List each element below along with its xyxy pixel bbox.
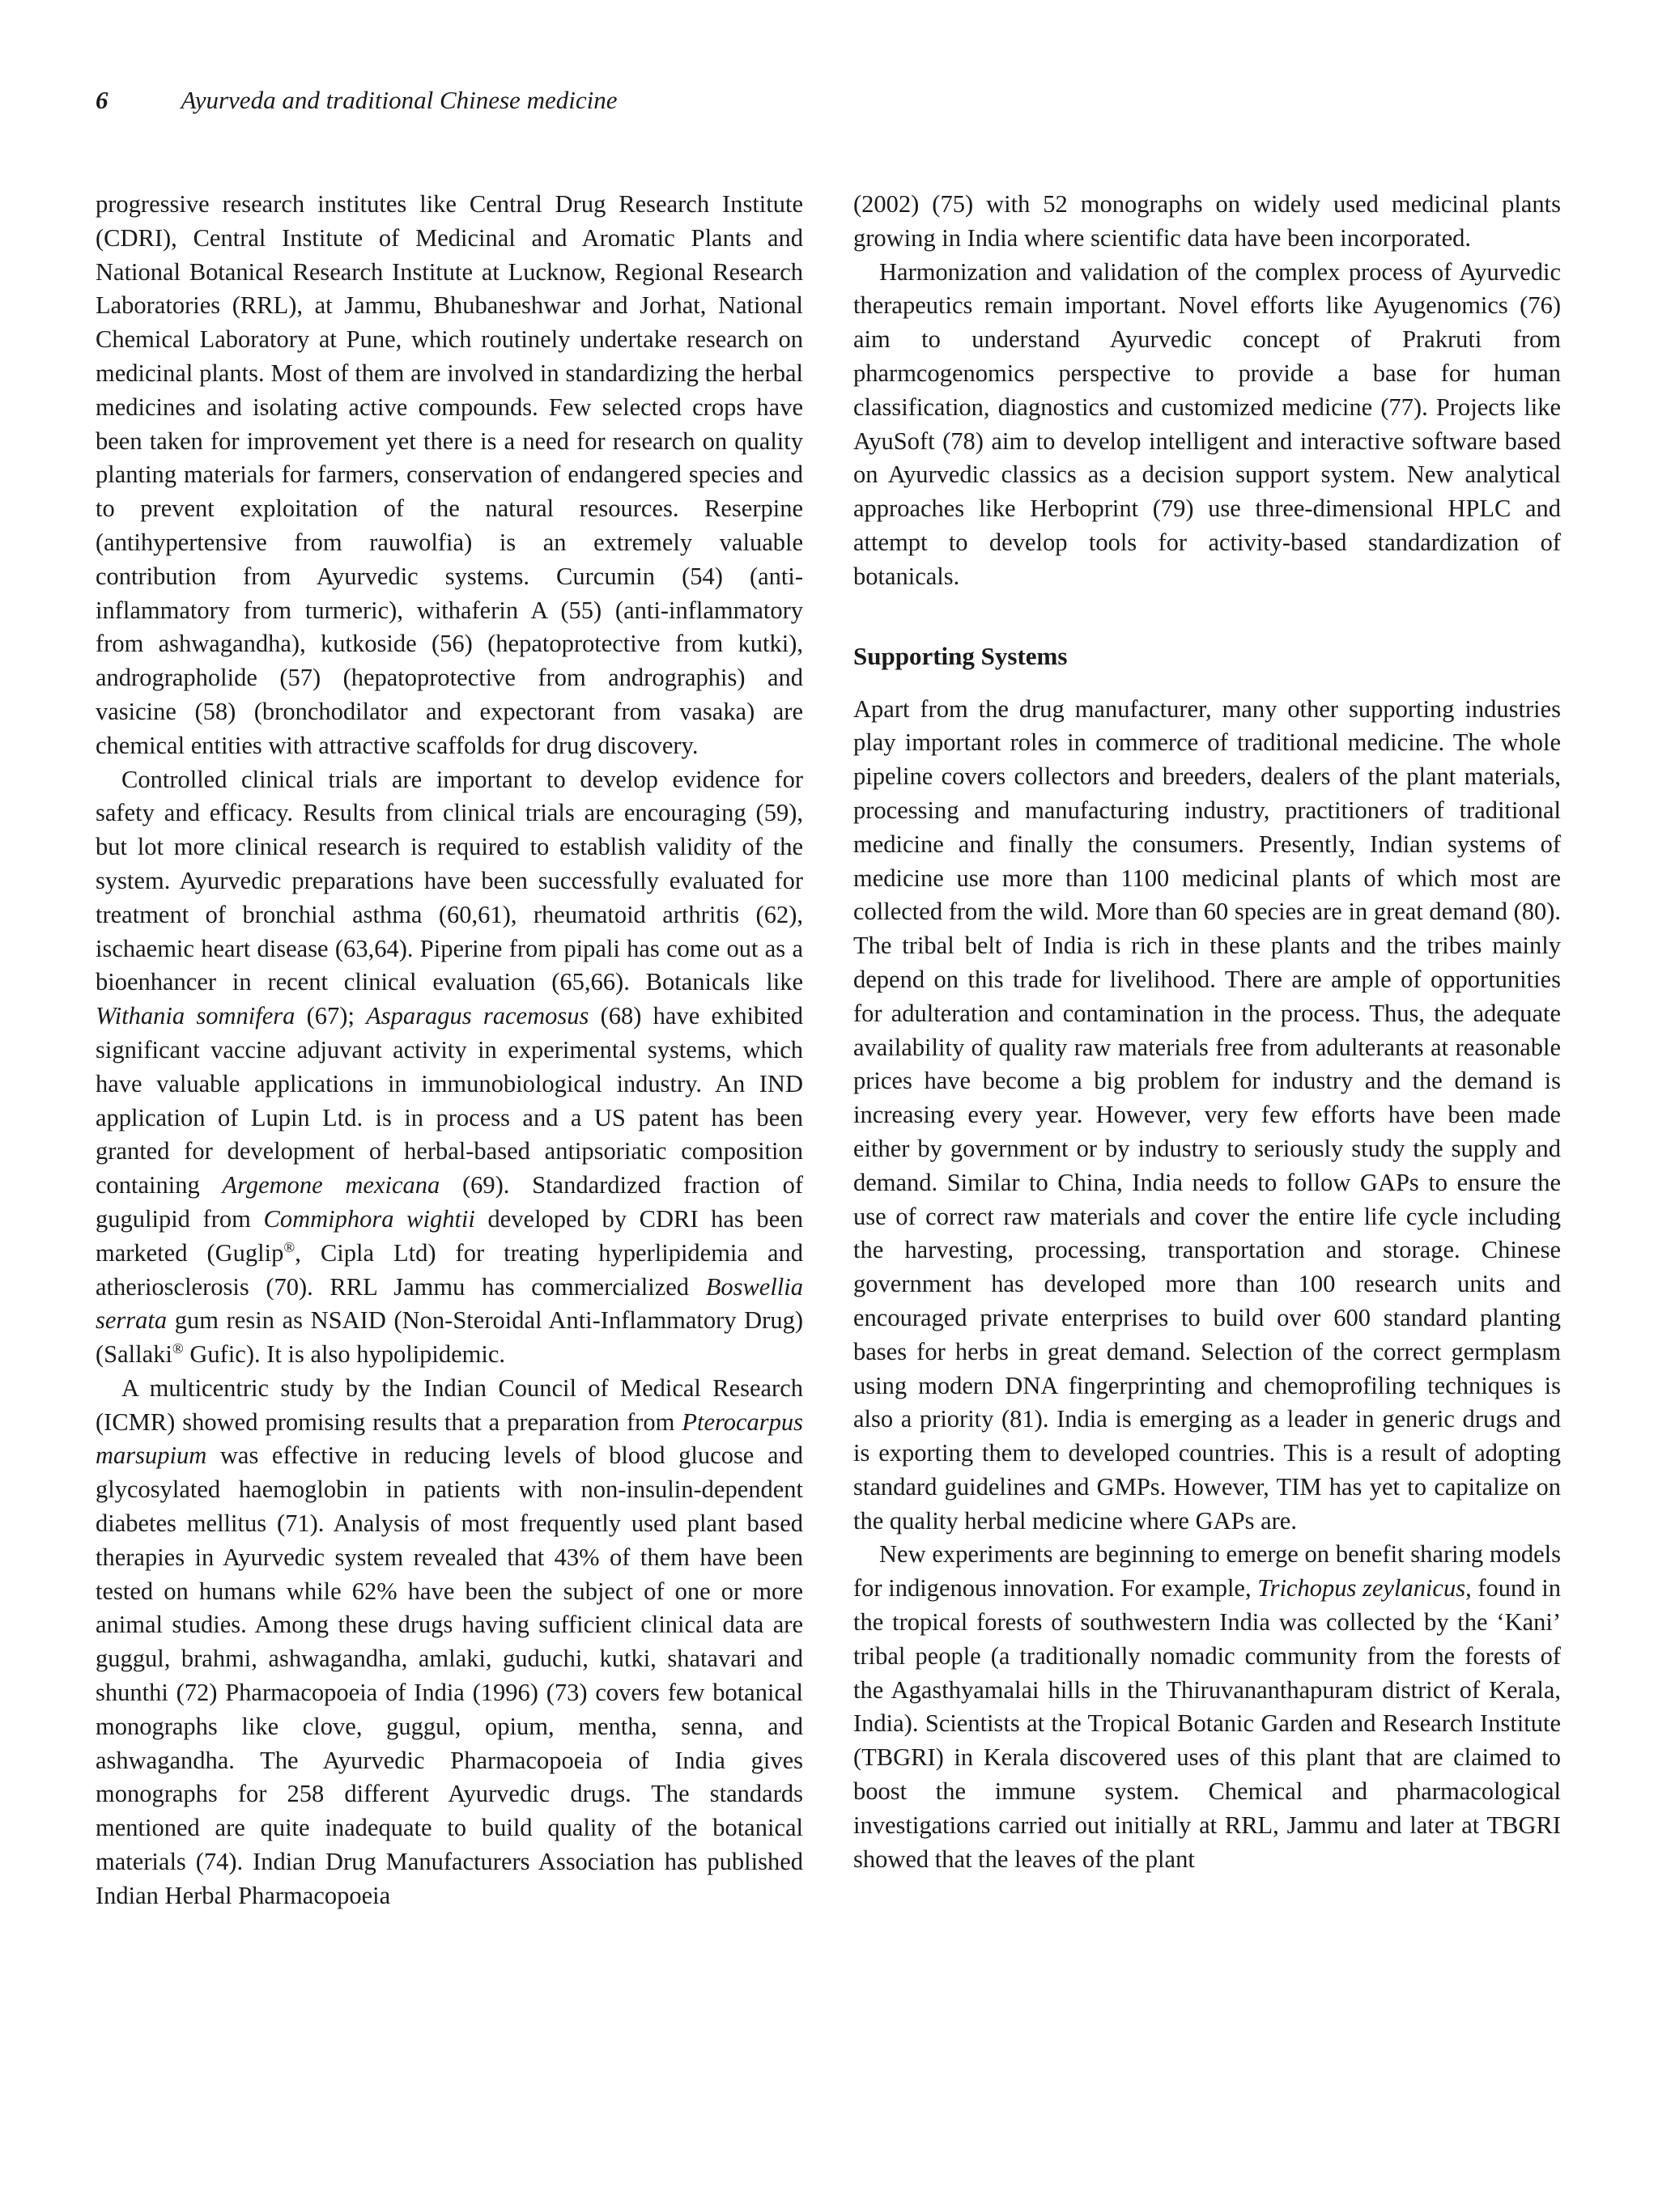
text-run: gum resin as NSAID (Non-Steroidal Anti-Inflammatory Drug) (Sallaki — [96, 1306, 803, 1369]
species-name: Trichopus zeylanicus — [1257, 1574, 1466, 1603]
text-run: developed by CDRI has been marketed (Guglip — [96, 1204, 804, 1267]
running-head — [96, 87, 617, 113]
species-name: Boswellia serrata — [96, 1272, 803, 1335]
page-number: 6 — [96, 86, 108, 114]
registered-mark: ® — [172, 1340, 184, 1356]
text-run: , found in the tropical forests of southwestern India was collected by the ‘Kani’ tribal people (a traditionally nomadic community from the forests of the Agasthyamalai hills in the Thiruvananthapuram district of Kerala, India). Scientists at the Tropical Botanic Garden and Research Institute (TBGRI) in Kerala discovered uses of this plant that are claimed to boost the immune system. Chemical and pharmacological investigations carried out initially at RRL, Jammu and later at TBGRI showed that the leaves of the plant — [853, 1574, 1561, 1873]
right-column — [853, 188, 1561, 1876]
text-run: , Cipla Ltd) for treating hyperlipidemia and atheriosclerosis (70). RRL Jammu has commercialized — [96, 1238, 803, 1301]
left-paragraph-2 — [96, 763, 803, 1372]
species-name: Argemone mexicana — [222, 1171, 440, 1199]
text-run: (67); — [295, 1002, 367, 1030]
running-head-title: Ayurveda and traditional Chinese medicine — [181, 86, 618, 114]
species-name: Withania somnifera — [96, 1002, 295, 1030]
text-run: A multicentric study by the Indian Council of Medical Research (ICMR) showed promising results that a preparation from — [96, 1373, 803, 1436]
species-name: Asparagus racemosus — [366, 1002, 589, 1030]
text-run: New experiments are beginning to emerge on benefit sharing models for indigenous innovation. For example, — [853, 1540, 1561, 1603]
registered-mark: ® — [283, 1238, 295, 1255]
text-run: (68) have exhibited significant vaccine adjuvant activity in experimental systems, which have valuable applications in immunobiological industry. An IND application of Lupin Ltd. is in process and a US patent has been granted for development of herbal-based antipsoriatic composition containing — [96, 1002, 803, 1199]
left-paragraph-3 — [96, 1372, 803, 1913]
right-paragraph-2: Harmonization and validation of the complex process of Ayurvedic therapeutics remain important. Novel efforts like Ayugenomics (76) aim to understand Ayurvedic concept of Prakruti from pharmcogenomics perspective to provide a base for human classification, diagnostics and customized medicine (77). Projects like AyuSoft (78) aim to develop intelligent and interactive software based on Ayurvedic classics as a decision support system. New analytical approaches like Herboprint (79) use three-dimensional HPLC and attempt to develop tools for activity-based standardization of botanicals. — [853, 257, 1561, 590]
text-run: Controlled clinical trials are important to develop evidence for safety and efficacy. Results from clinical trials are encouraging (59), but lot more clinical research is required to establish validity of the system. Ayurvedic preparations have been successfully evaluated for treatment of bronchial asthma (60,61), rheumatoid arthritis (62), ischaemic heart disease (63,64). Piperine from pipali has come out as a bioenhancer in recent clinical evaluation (65,66). Botanicals like — [96, 765, 803, 996]
text-run: Gufic). It is also hypolipidemic. — [183, 1340, 506, 1369]
right-paragraph-4 — [853, 1538, 1561, 1876]
species-name: Commiphora wightii — [263, 1204, 475, 1233]
left-paragraph-1: progressive research institutes like Central Drug Research Institute (CDRI), Central Institute of Medicinal and Aromatic Plants and National Botanical Research Institute at Lucknow, Regional Research Laboratories (RRL), at Jammu, Bhubaneshwar and Jorhat, National Chemical Laboratory at Pune, which routinely undertake research on medicinal plants. Most of them are involved in standardizing the herbal medicines and isolating active compounds. Few selected crops have been taken for improvement yet there is a need for research on quality planting materials for farmers, conservation of endangered species and to prevent exploitation of the natural resources. Reserpine (antihypertensive from rauwolfia) is an extremely valuable contribution from Ayurvedic systems. Curcumin (54) (anti-inflammatory from turmeric), withaferin A (55) (anti-inflammatory from ashwagandha), kutkoside (56) (hepatoprotective from kutki), andrographolide (57) (hepatoprotective from andrographis) and vasicine (58) (bronchodilator and expectorant from vasaka) are chemical entities with attractive scaffolds for drug discovery. — [96, 190, 803, 759]
section-heading: Supporting Systems — [853, 641, 1068, 670]
species-name: Pterocarpus marsupium — [96, 1407, 803, 1470]
right-paragraph-1: (2002) (75) with 52 monographs on widely used medicinal plants growing in India where scientific data have been incorporated. — [853, 190, 1561, 252]
right-paragraph-3: Apart from the drug manufacturer, many other supporting industries play important roles in commerce of traditional medicine. The whole pipeline covers collectors and breeders, dealers of the plant materials, processing and manufacturing industry, practitioners of traditional medicine and finally the consumers. Presently, Indian systems of medicine use more than 1100 medicinal plants of which most are collected from the wild. More than 60 species are in great demand (80). The tribal belt of India is rich in these plants and the tribes mainly depend on this trade for livelihood. There are ample of opportunities for adulteration and contamination in the process. Thus, the adequate availability of quality raw materials free from adulterants at reasonable prices have become a big problem for industry and the demand is increasing every year. However, very few efforts have been made either by government or by industry to seriously study the supply and demand. Similar to China, India needs to follow GAPs to ensure the use of correct raw materials and cover the entire life cycle including the harvesting, processing, transportation and storage. Chinese government has developed more than 100 research units and encouraged private enterprises to build over 600 standard planting bases for herbs in great demand. Selection of the correct germplasm using modern DNA fingerprinting and chemoprofiling techniques is also a priority (81). India is emerging as a leader in generic drugs and is exporting them to developed countries. This is a result of adopting standard guidelines and GMPs. However, TIM has yet to capitalize on the quality herbal medicine where GAPs are. — [853, 694, 1562, 1535]
left-column — [96, 188, 803, 1913]
text-run: (69). Standardized fraction of gugulipid from — [96, 1171, 803, 1233]
text-run: was effective in reducing levels of blood glucose and glycosylated haemoglobin in patients with non-insulin-dependent diabetes mellitus (71). Analysis of most frequently used plant based therapies in Ayurvedic system revealed that 43% of them have been tested on humans while 62% have been the subject of one or more animal studies. Among these drugs having sufficient clinical data are guggul, brahmi, ashwagandha, amlaki, guduchi, kutki, shatavari and shunthi (72) Pharmacopoeia of India (1996) (73) covers few botanical monographs like clove, guggul, opium, mentha, senna, and ashwagandha. The Ayurvedic Pharmacopoeia of India gives monographs for 258 different Ayurvedic drugs. The standards mentioned are quite inadequate to build quality of the botanical materials (74). Indian Drug Manufacturers Association has published Indian Herbal Pharmacopoeia — [96, 1441, 803, 1909]
